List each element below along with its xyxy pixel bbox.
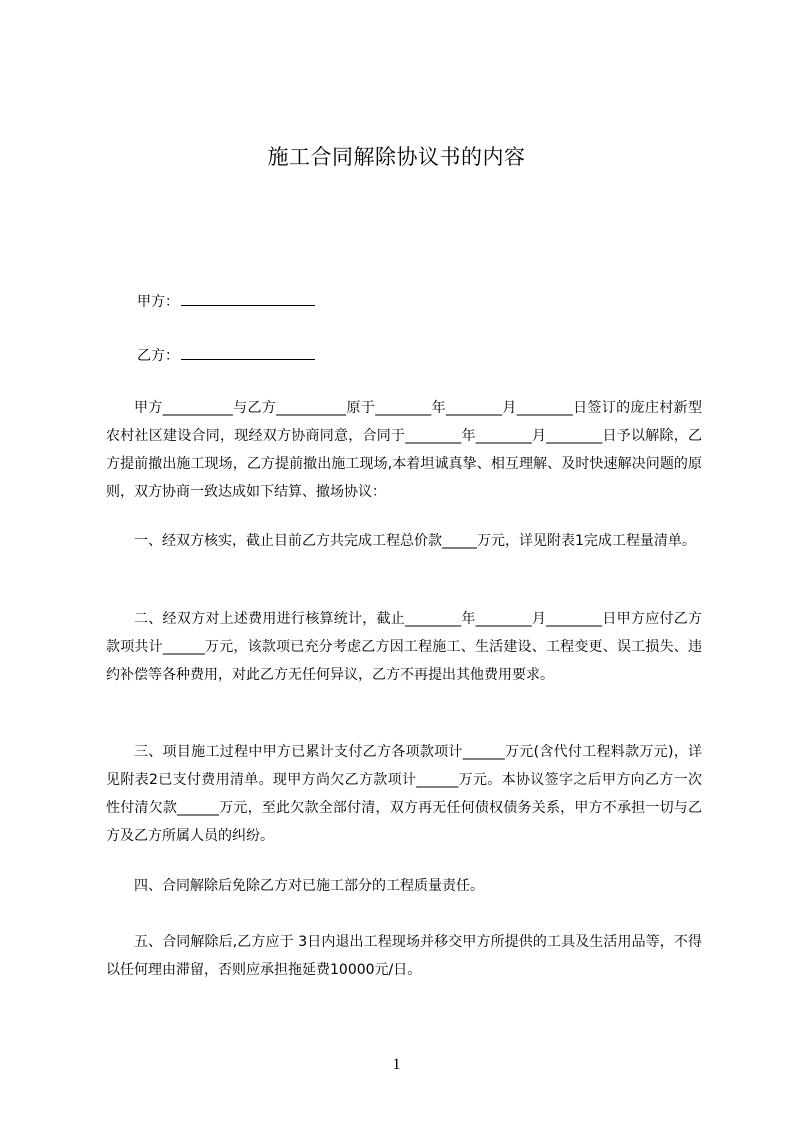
clause-4-paragraph: 四、合同解除后免除乙方对已施工部分的工程质量责任。 <box>134 878 484 894</box>
page-number: 1 <box>392 1056 401 1073</box>
party-b-line <box>137 345 315 366</box>
intro-paragraph: 甲方__________与乙方__________原于________年________月________日签订的庞庄村新型农村社区建设合同，现经双方协商同意，合同于________年________月________日予以解除，乙方提前撤出施工现场，乙方提前撤出施工现场,本着坦诚真挚、相互理解、及时快速解决问题的原则，双方协商一致达成如下结算、撤场协议： <box>106 400 702 500</box>
party-a-line <box>137 291 315 312</box>
party-a-blank <box>181 291 315 306</box>
party-b-blank <box>181 345 315 360</box>
clause-5-paragraph: 五、合同解除后,乙方应于 3日内退出工程现场并移交甲方所提供的工具及生活用品等，不得以任何理由滞留，否则应承担拖延费10000元/日。 <box>106 934 702 978</box>
document-title: 施工合同解除协议书的内容 <box>267 145 526 169</box>
party-a-label: 甲方： <box>137 294 179 310</box>
clause-3-paragraph: 三、项目施工过程中甲方已累计支付乙方各项款项计______万元(含代付工程料款万元)，详见附表2已支付费用清单。现甲方尚欠乙方款项计______万元。本协议签字之后甲方向乙方一次性付清欠款______万元，至此欠款全部付清，双方再无任何债权债务关系，甲方不承担一切与乙方及乙方所属人员的纠纷。 <box>106 744 702 844</box>
clause-2-paragraph: 二、经双方对上述费用进行核算统计，截止________年________月________日甲方应付乙方款项共计______万元，该款项已充分考虑乙方因工程施工、生活建设、工程变更、误工损失、违约补偿等各种费用，对此乙方无任何异议，乙方不再提出其他费用要求。 <box>106 611 702 683</box>
clause-1-paragraph: 一、经双方核实，截止目前乙方共完成工程总价款_____万元，详见附表1完成工程量清单。 <box>134 533 696 549</box>
party-b-label: 乙方： <box>137 348 179 364</box>
